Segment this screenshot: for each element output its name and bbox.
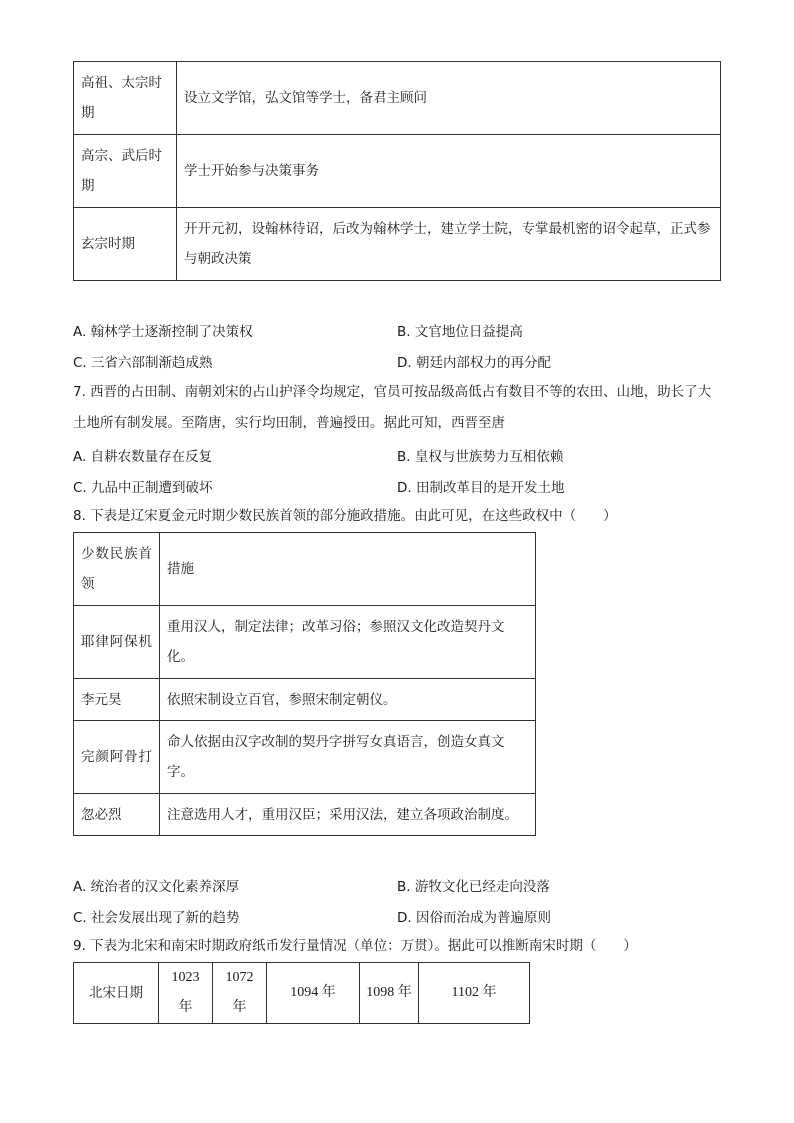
leader-cell: 李元昊 [74,679,160,721]
row-label-cell: 北宋日期 [74,963,159,1024]
q6-option-c[interactable]: C. 三省六部制渐趋成熟 [73,355,213,371]
table-row [74,721,536,794]
q7-option-b[interactable]: B. 皇权与世族势力互相依赖 [397,449,564,465]
table-row [74,208,721,281]
table-row [74,135,721,208]
measure-header-cell: 措施 [160,533,536,606]
measure-cell: 命人依据由汉字改制的契丹字拼写女真语言，创造女真文字。 [160,721,536,794]
period-cell: 高宗、武后时期 [74,135,177,208]
q9-table [73,962,530,1024]
period-cell: 玄宗时期 [74,208,177,281]
year-cell: 1102 年 [419,963,530,1024]
table-row [74,62,721,135]
q9-stem: 9. 下表为北宋和南宋时期政府纸币发行量情况（单位：万贯）。据此可以推断南宋时期（ ） [73,938,637,954]
q6-option-a[interactable]: A. 翰林学士逐渐控制了决策权 [73,324,253,340]
content-cell: 设立文学馆，弘文馆等学士，备君主顾问 [177,62,721,135]
table-row [74,963,530,1024]
q7-option-c[interactable]: C. 九品中正制遭到破坏 [73,480,213,496]
q6-option-d[interactable]: D. 朝廷内部权力的再分配 [397,355,551,371]
measure-cell: 注意选用人才，重用汉臣；采用汉法，建立各项政治制度。 [160,794,536,836]
q7-option-a[interactable]: A. 自耕农数量存在反复 [73,449,213,465]
leader-cell: 完颜阿骨打 [74,721,160,794]
measure-cell: 依照宋制设立百官，参照宋制定朝仪。 [160,679,536,721]
q6-option-b[interactable]: B. 文官地位日益提高 [397,324,523,340]
q8-option-d[interactable]: D. 因俗而治成为普遍原则 [397,910,551,926]
q8-option-b[interactable]: B. 游牧文化已经走向没落 [397,879,550,895]
leader-header-cell: 少数民族首领 [74,533,160,606]
q7-stem: 7. 西晋的占田制、南朝刘宋的占山护泽令均规定，官员可按品级高低占有数目不等的农田、山地，助长了大土地所有制发展。至隋唐，实行均田制，普遍授田。据此可知，西晋至唐 [73,384,712,431]
q7-option-d[interactable]: D. 田制改革目的是开发土地 [397,480,565,496]
content-cell: 开开元初，设翰林待诏，后改为翰林学士，建立学士院，专掌最机密的诏令起草，正式参与朝政决策 [177,208,721,281]
q6-table [73,61,721,281]
table-row [74,794,536,836]
year-cell: 1098 年 [360,963,419,1024]
year-cell: 1023 年 [159,963,213,1024]
year-cell: 1094 年 [267,963,360,1024]
table-row [74,606,536,679]
q8-option-c[interactable]: C. 社会发展出现了新的趋势 [73,910,240,926]
period-cell: 高祖、太宗时期 [74,62,177,135]
content-cell: 学士开始参与决策事务 [177,135,721,208]
table-row [74,533,536,606]
q8-option-a[interactable]: A. 统治者的汉文化素养深厚 [73,879,240,895]
q8-stem: 8. 下表是辽宋夏金元时期少数民族首领的部分施政措施。由此可见，在这些政权中（ ） [73,508,617,524]
year-cell: 1072 年 [213,963,267,1024]
leader-cell: 耶律阿保机 [74,606,160,679]
q8-table [73,532,536,836]
leader-cell: 忽必烈 [74,794,160,836]
measure-cell: 重用汉人，制定法律；改革习俗；参照汉文化改造契丹文化。 [160,606,536,679]
table-row [74,679,536,721]
